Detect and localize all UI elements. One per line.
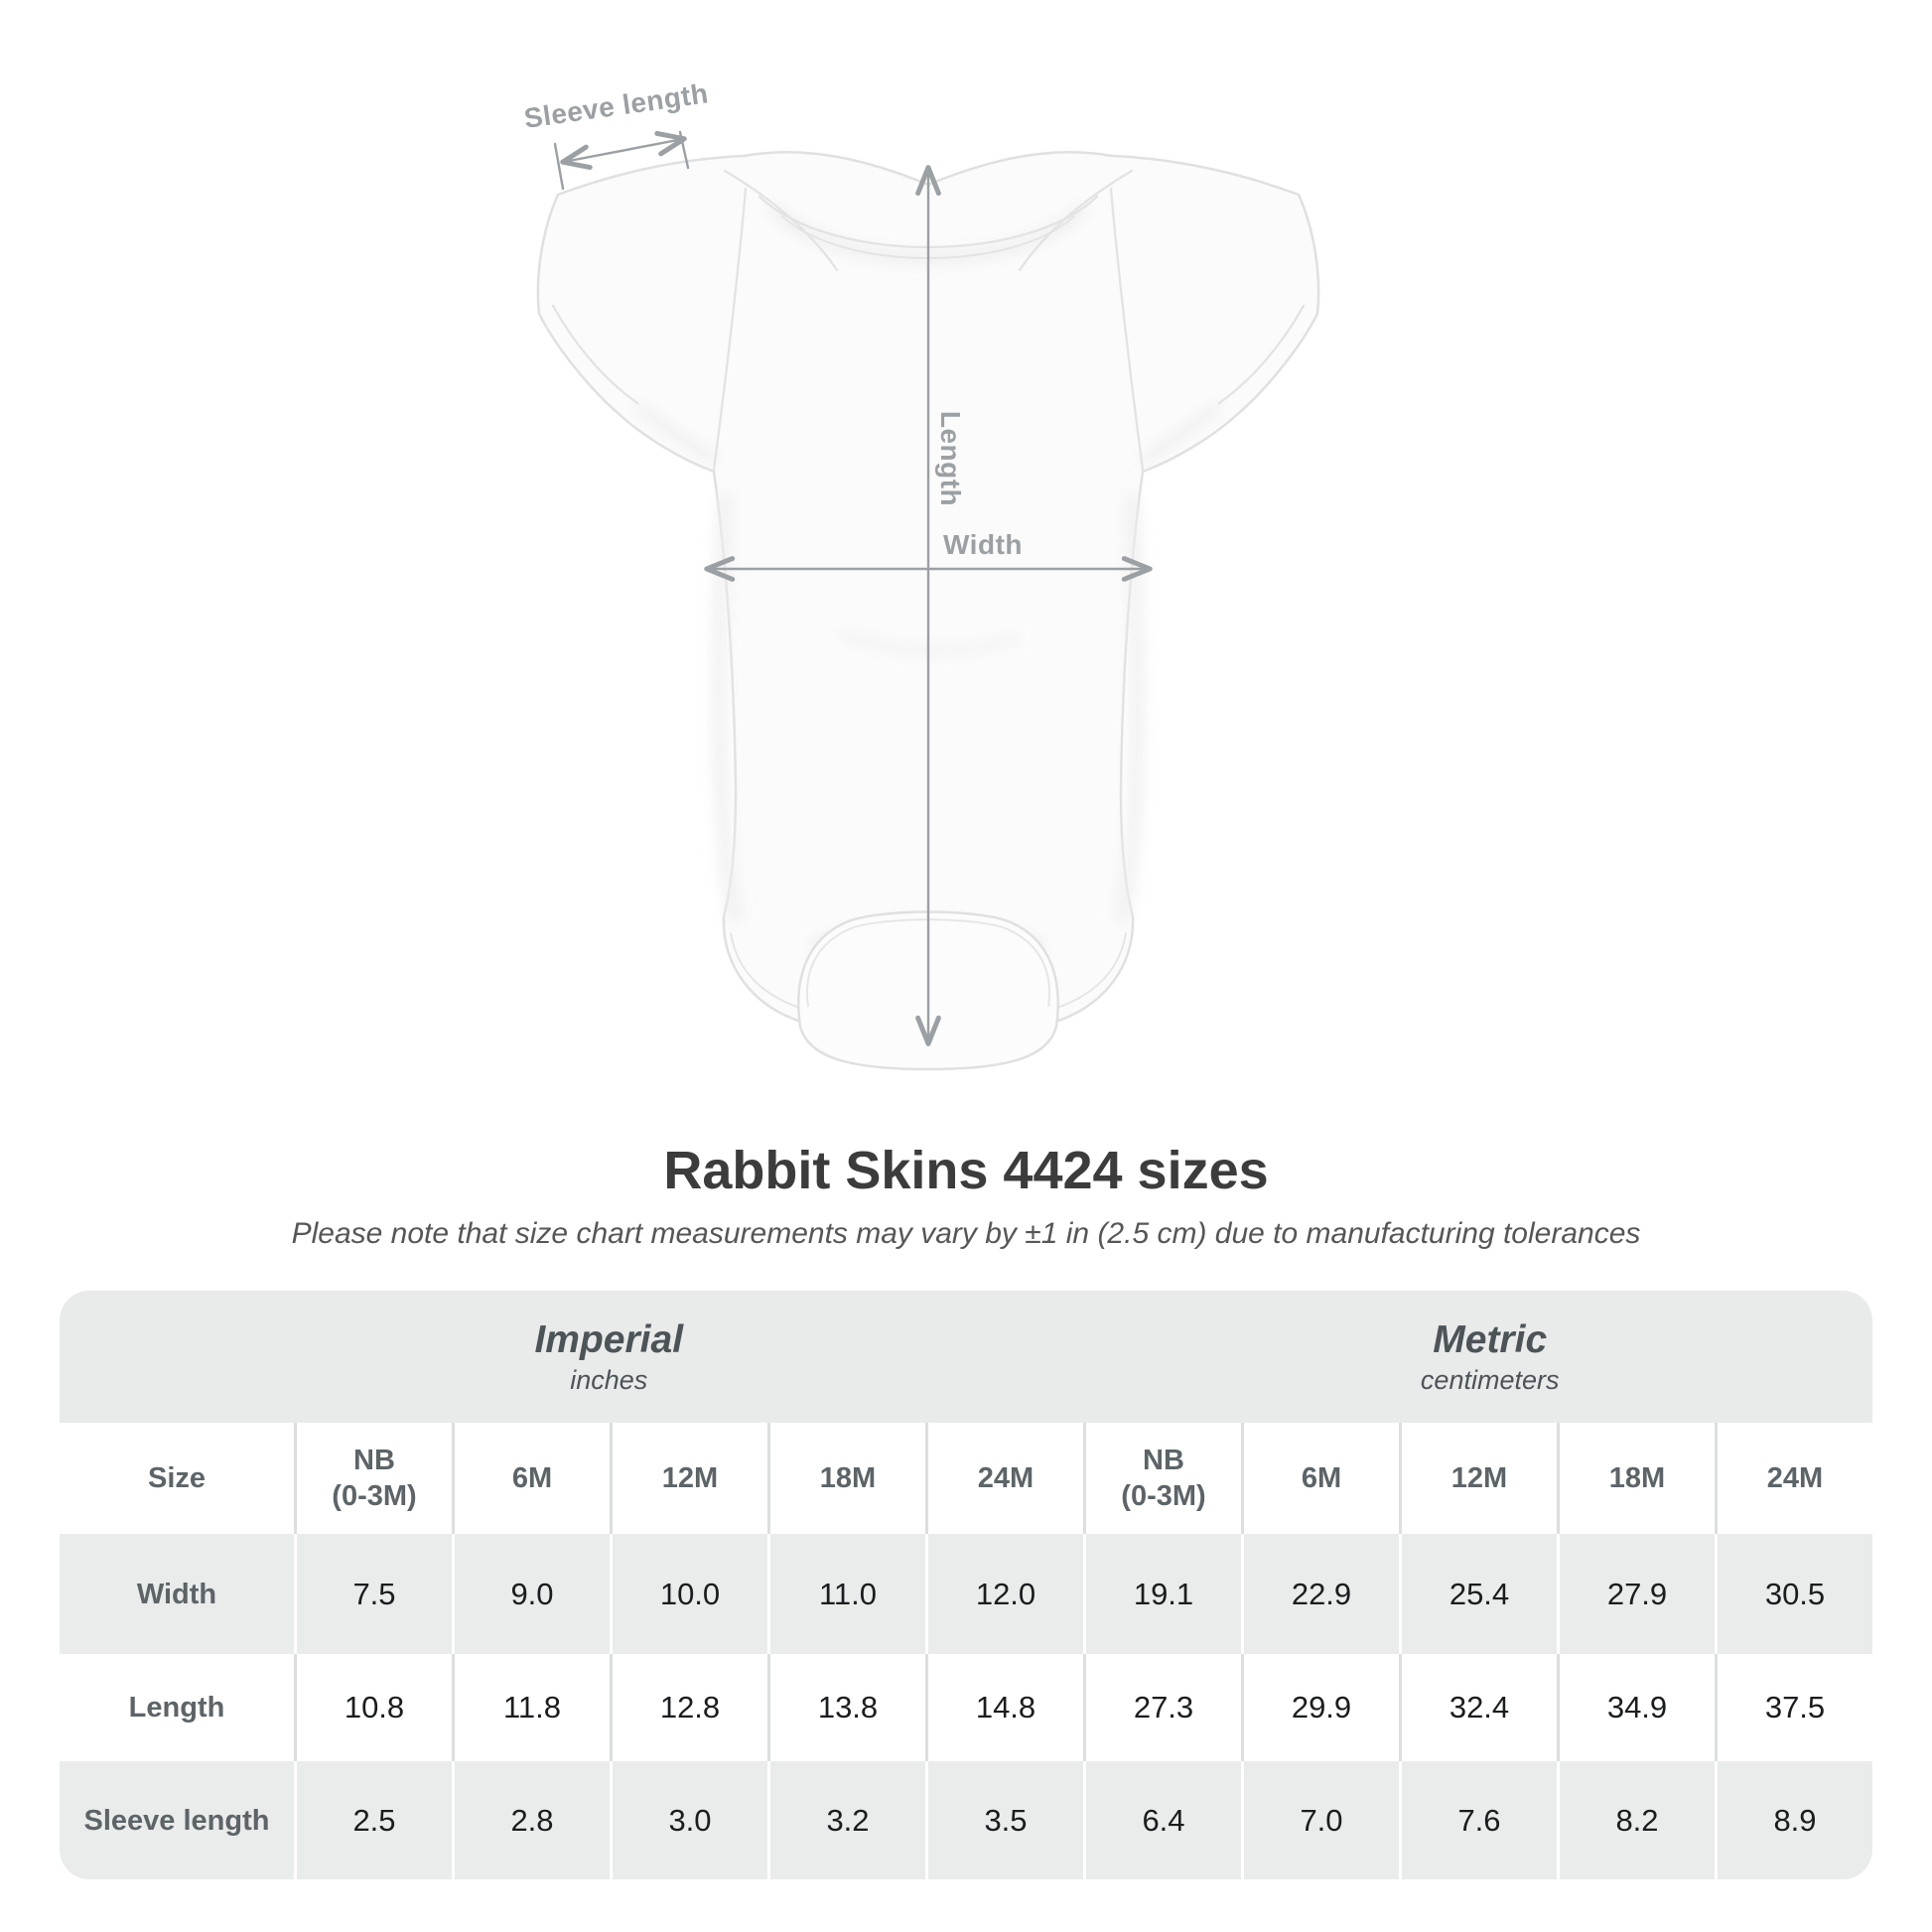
size-value: 10.8 xyxy=(297,1654,452,1761)
column-header: NB (0-3M) xyxy=(297,1423,452,1534)
size-value: 37.5 xyxy=(1718,1654,1872,1761)
size-header-row xyxy=(60,1423,1872,1534)
column-header: 24M xyxy=(1718,1423,1872,1534)
row-label: Width xyxy=(60,1534,294,1654)
width-label: Width xyxy=(943,529,1023,560)
size-value: 34.9 xyxy=(1560,1654,1715,1761)
row-label: Sleeve length xyxy=(60,1761,294,1879)
size-value: 12.8 xyxy=(613,1654,767,1761)
row-label: Length xyxy=(60,1654,294,1761)
column-header: 12M xyxy=(613,1423,767,1534)
size-value: 7.5 xyxy=(297,1534,452,1654)
size-value: 8.2 xyxy=(1560,1761,1715,1879)
size-value: 3.0 xyxy=(613,1761,767,1879)
column-header: 6M xyxy=(1244,1423,1399,1534)
table-row-width xyxy=(60,1534,1872,1654)
imperial-section-header xyxy=(534,1291,683,1423)
sleeve-length-label: Sleeve length xyxy=(521,77,711,134)
size-value: 8.9 xyxy=(1718,1761,1872,1879)
size-value: 14.8 xyxy=(928,1654,1083,1761)
metric-unit-label: centimeters xyxy=(1420,1364,1560,1395)
size-value: 30.5 xyxy=(1718,1534,1872,1654)
column-header: 6M xyxy=(455,1423,610,1534)
table-row-length xyxy=(60,1654,1872,1761)
size-value: 3.2 xyxy=(770,1761,925,1879)
size-value: 3.5 xyxy=(928,1761,1083,1879)
size-value: 11.8 xyxy=(455,1654,610,1761)
column-header: 24M xyxy=(928,1423,1083,1534)
size-value: 11.0 xyxy=(770,1534,925,1654)
size-header: Size xyxy=(60,1423,294,1534)
size-value: 2.8 xyxy=(455,1761,610,1879)
size-value: 27.3 xyxy=(1086,1654,1241,1761)
column-header: NB (0-3M) xyxy=(1086,1423,1241,1534)
column-header: 12M xyxy=(1402,1423,1557,1534)
imperial-unit-label: inches xyxy=(570,1364,648,1395)
size-value: 29.9 xyxy=(1244,1654,1399,1761)
column-header: 18M xyxy=(770,1423,925,1534)
size-value: 27.9 xyxy=(1560,1534,1715,1654)
table-row-sleeve-length xyxy=(60,1761,1872,1879)
size-value: 22.9 xyxy=(1244,1534,1399,1654)
size-value: 7.6 xyxy=(1402,1761,1557,1879)
metric-section-header xyxy=(1421,1291,1560,1423)
column-header: 18M xyxy=(1560,1423,1715,1534)
sleeve-measure-endbar-left xyxy=(555,144,563,189)
length-label: Length xyxy=(935,410,966,507)
size-value: 12.0 xyxy=(928,1534,1083,1654)
size-value: 32.4 xyxy=(1402,1654,1557,1761)
size-value: 10.0 xyxy=(613,1534,767,1654)
size-value: 6.4 xyxy=(1086,1761,1241,1879)
sleeve-measure-line xyxy=(564,139,683,162)
tolerance-note: Please note that size chart measurements may vary by ±1 in (2.5 cm) due to manufacturing tolerances xyxy=(291,1217,1641,1250)
size-value: 13.8 xyxy=(770,1654,925,1761)
size-table xyxy=(60,1291,1872,1879)
size-value: 7.0 xyxy=(1244,1761,1399,1879)
size-value: 25.4 xyxy=(1402,1534,1557,1654)
unit-header-band xyxy=(60,1291,1872,1423)
imperial-label: Imperial xyxy=(534,1317,684,1361)
size-value: 2.5 xyxy=(297,1761,452,1879)
page-title: Rabbit Skins 4424 sizes xyxy=(663,1141,1269,1200)
size-value: 19.1 xyxy=(1086,1534,1241,1654)
size-value: 9.0 xyxy=(455,1534,610,1654)
metric-label: Metric xyxy=(1433,1317,1548,1361)
